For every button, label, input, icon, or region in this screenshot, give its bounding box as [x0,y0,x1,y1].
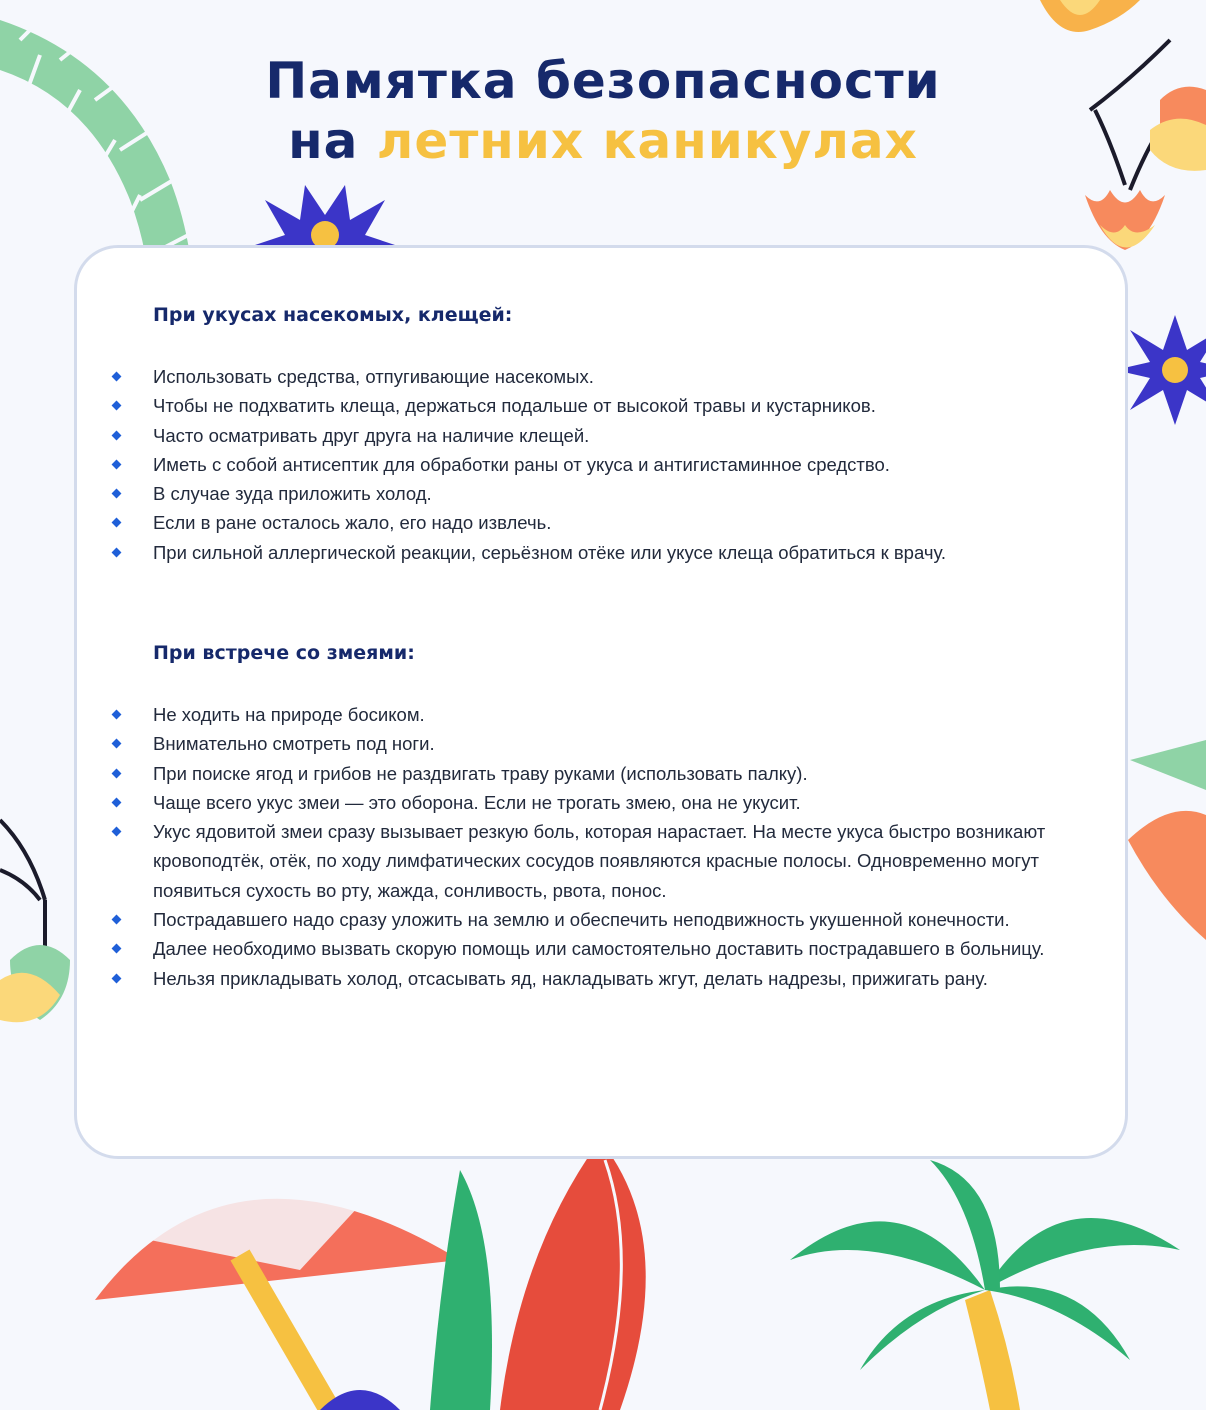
bullet-icon [112,827,122,837]
bullet-icon [112,401,122,411]
list-item-text: Далее необходимо вызвать скорую помощь или самостоятельно доставить пострадавшего в больницу. [153,938,1045,960]
list-item-text: Чаще всего укус змеи — это оборона. Если не трогать змею, она не укусит. [153,791,801,813]
page-title-line2 [0,112,1206,170]
list-item-text: Укус ядовитой змеи сразу вызывает резкую боль, которая нарастает. На месте укуса быстро возникают кровоподтёк, отёк, по ходу лимфатических сосудов появляются красные полосы. Одновременно могут появиться сухость во рту, жажда, сонливость, рвота, понос. [153,821,1046,901]
insect-bites-section [153,304,1113,567]
bullet-icon [112,973,122,983]
bullet-icon [112,797,122,807]
list-item-text: Использовать средства, отпугивающие насекомых. [153,366,594,387]
bullet-icon [112,430,122,440]
snakes-section [153,642,1113,993]
list-item [153,508,1113,537]
title-line2-prefix: на [288,112,359,170]
list-item [153,905,1113,934]
list-item [153,700,1113,729]
leaf-branch-icon [0,820,70,1022]
bullet-icon [112,739,122,749]
section-heading: При встрече со змеями: [153,642,415,664]
list-item [153,788,1113,817]
list-item [153,729,1113,758]
list-item-text: Чтобы не подхватить клеща, держаться подальше от высокой травы и кустарников. [153,395,876,417]
list-item [153,479,1113,508]
list-item [153,391,1113,420]
bullet-icon [112,710,122,720]
palm-tree-icon [790,1160,1180,1410]
bullet-icon [112,915,122,925]
list-item [153,450,1113,479]
page-title-line1 [0,52,1206,110]
list-item [153,964,1113,993]
bullet-icon [112,459,122,469]
list-item [153,817,1113,905]
bullet-icon [112,944,122,954]
title-line2-accent: летних каникулах [376,112,918,170]
title-line1: Памятка безопасности [265,52,941,110]
list-item [153,538,1113,567]
leaf-branch-icon [1128,740,1206,940]
bullet-icon [112,489,122,499]
list-item [153,362,1113,391]
list-item-text: В случае зуда приложить холод. [153,483,432,505]
bullet-icon [112,768,122,778]
list-item-text: При поиске ягод и грибов не раздвигать траву руками (использовать палку). [153,762,808,784]
tips-list [153,700,1113,993]
umbrella-icon [95,1189,460,1410]
list-item-text: Иметь с собой антисептик для обработки раны от укуса и антигистаминное средство. [153,453,890,475]
list-item-text: Не ходить на природе босиком. [153,704,425,725]
bullet-icon [112,372,122,382]
list-item [153,421,1113,450]
bullet-icon [112,547,122,557]
bullet-icon [112,518,122,528]
memo-card [74,245,1128,1159]
list-item-text: Если в ране осталось жало, его надо извлечь. [153,512,552,534]
list-item-text: Пострадавшего надо сразу уложить на землю и обеспечить неподвижность укушенной конечности. [153,909,1010,931]
blue-flower-icon [1115,315,1206,425]
tips-list [153,362,1113,567]
list-item-text: Часто осматривать друг друга на наличие клещей. [153,424,590,446]
list-item [153,759,1113,788]
orange-tulip-icon [1085,190,1165,250]
list-item-text: Нельзя прикладывать холод, отсасывать яд, накладывать жгут, делать надрезы, прижигать рану. [153,967,988,989]
list-item-text: При сильной аллергической реакции, серьёзном отёке или укусе клеща обратиться к врачу. [153,541,947,563]
list-item [153,934,1113,963]
surfboard-icon [430,1140,646,1410]
section-heading: При укусах насекомых, клещей: [153,304,513,326]
list-item-text: Внимательно смотреть под ноги. [153,733,435,755]
